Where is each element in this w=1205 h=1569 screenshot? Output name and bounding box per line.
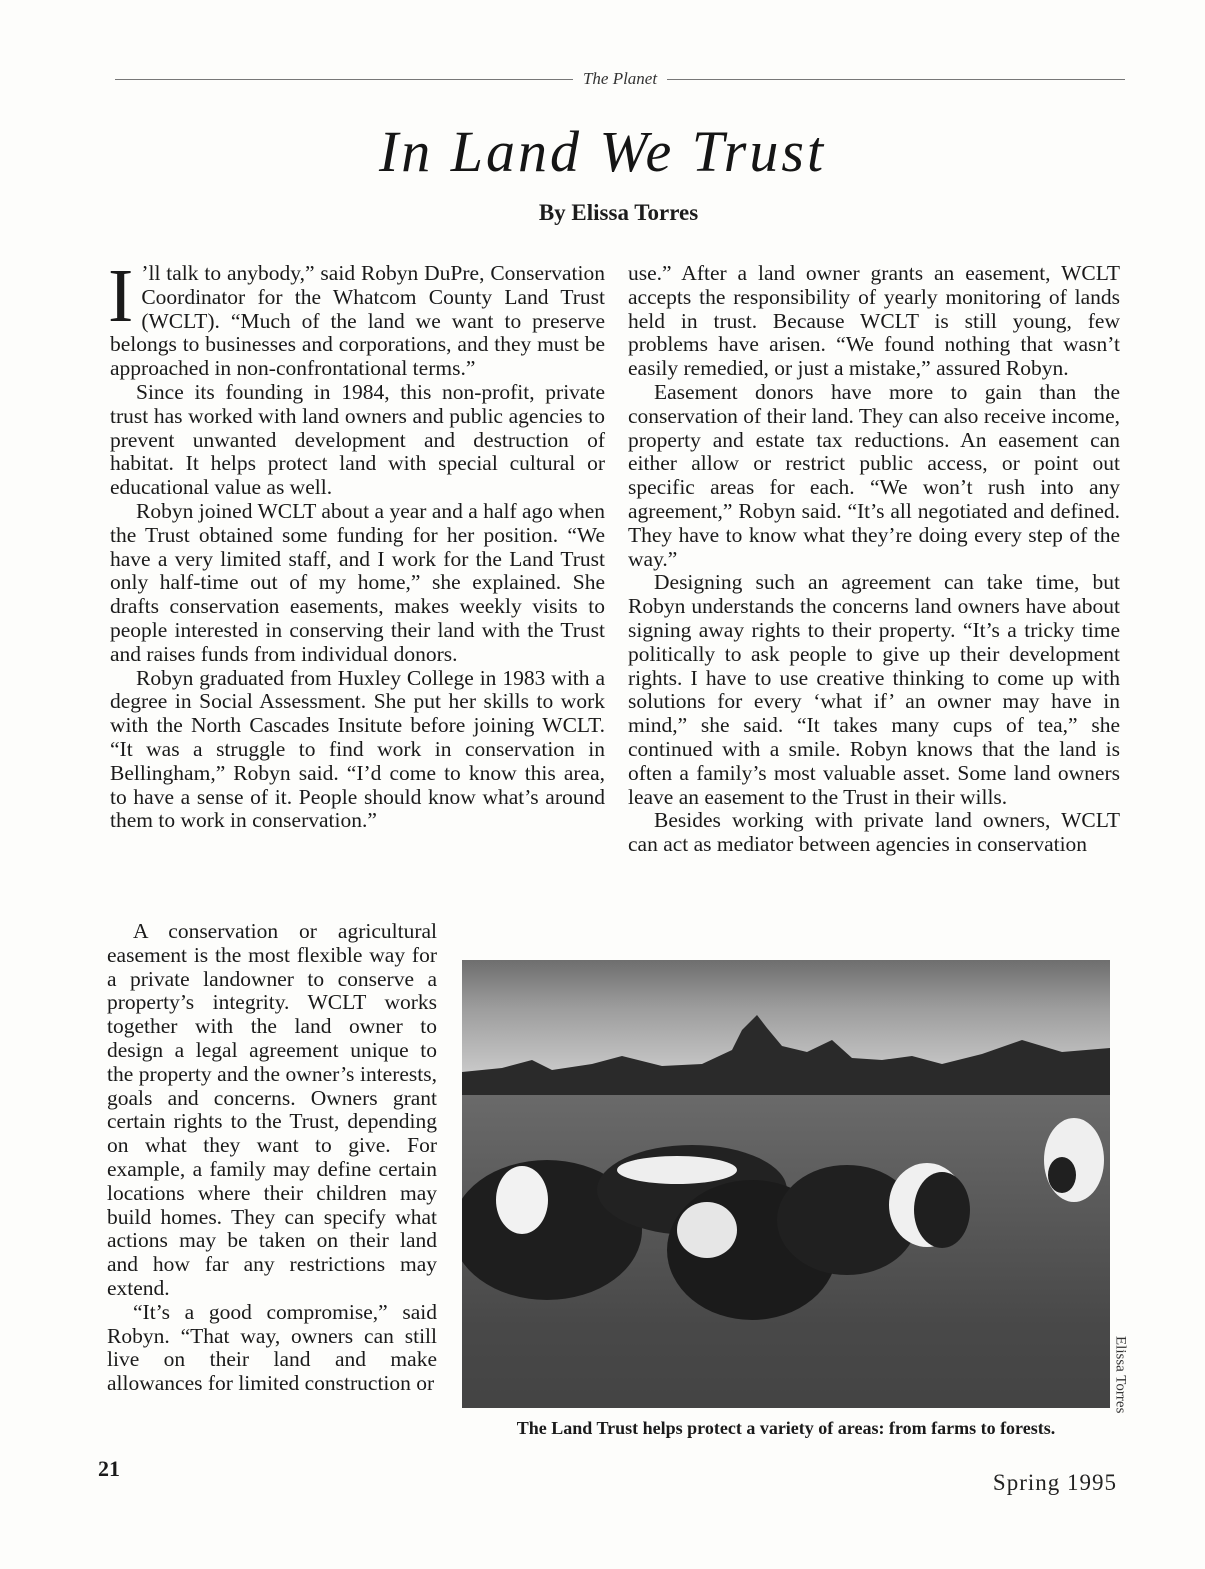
paragraph: [108, 254, 605, 381]
article-title: In Land We Trust: [378, 119, 827, 184]
paragraph-text: ’ll talk to anybody,” said Robyn DuPre, Conservation Coordinator for the Whatcom County Land Trust (WCLT). “Much of the land we want to preserve belongs to businesses and corporations, and they must be approached in non-confrontational terms.”: [110, 261, 605, 381]
header-rule-left: [115, 79, 573, 80]
paragraph: A conservation or agricultural easement is the most flexible way for a private landowner to conserve a property’s integrity. WCLT works together with the land owner to design a legal agreement unique to the property and the owner’s interests, goals and concerns. Owners grant certain rights to the Trust, depending on what they want to give. For example, a family may define certain locations where their children may build homes. They can specify what actions may be taken on their land and how far any restrictions may extend.: [107, 919, 437, 1300]
drop-cap: I: [108, 254, 134, 338]
paragraph: “It’s a good compromise,” said Robyn. “That way, owners can still live on their land and make allowances for limited construction or: [107, 1299, 437, 1396]
paragraph: Designing such an agreement can take time, but Robyn understands the concerns land owners have about signing away rights to their property. “It’s a tricky time politically to ask people to give up their development rights. I have to use creative thinking to come up with solutions for every ‘what if’ an owner may have in mind,” she said. “It takes many cups of tea,” she continued with a smile. Robyn knows that the land is often a family’s most valuable asset. Some land owners leave an easement to the Trust in their wills.: [628, 570, 1120, 809]
page-number: 21: [98, 1456, 120, 1481]
paragraph: Besides working with private land owners, WCLT can act as mediator between agencies in conservation: [628, 808, 1120, 857]
left-narrow-column: [107, 920, 437, 1396]
right-column: [628, 262, 1120, 857]
paragraph: Since its founding in 1984, this non-profit, private trust has worked with land owners and public agencies to prevent unwanted development and destruction of habitat. It helps protect land with special cultural or educational value as well.: [110, 379, 605, 500]
paragraph: use.” After a land owner grants an easement, WCLT accepts the responsibility of yearly monitoring of lands held in trust. Because WCLT is still young, few problems have arisen. “We found nothing that wasn’t easily remedied, or just a mistake,” assured Robyn.: [628, 261, 1120, 381]
cows-photo: [462, 960, 1110, 1408]
running-header: [115, 68, 1125, 90]
byline: By Elissa Torres: [538, 200, 699, 225]
photo-caption: The Land Trust helps protect a variety of areas: from farms to forests.: [516, 1418, 1056, 1438]
header-rule-right: [667, 79, 1125, 80]
paragraph: Robyn graduated from Huxley College in 1983 with a degree in Social Assessment. She put her skills to work with the North Cascades Insitute before joining WCLT. “It was a struggle to find work in conservation in Bellingham,” Robyn said. “I’d come to know this area, to have a sense of it. People should know what’s around them to work in conservation.”: [110, 665, 605, 833]
photo-credit: Elissa Torres: [1112, 1336, 1129, 1414]
cow-far-right: [1044, 1118, 1104, 1202]
left-column: [108, 254, 605, 833]
issue-date: Spring 1995: [992, 1470, 1117, 1495]
publication-name: The Planet: [582, 69, 658, 88]
paragraph: Robyn joined WCLT about a year and a half ago when the Trust obtained some funding for her position. “We have a very limited staff, and I work for the Land Trust only half-time out of my home,” she explained. She drafts conservation easements, makes weekly visits to people interested in conserving their land with the Trust and raises funds from individual donors.: [110, 498, 605, 666]
paragraph: Easement donors have more to gain than the conservation of their land. They can also receive income, property and estate tax reductions. An easement can either allow or restrict public access, or point out specific areas for each. “We won’t rush into any agreement,” Robyn said. “It’s all negotiated and defined. They have to know what they’re doing every step of the way.”: [628, 379, 1120, 571]
photo-image: [462, 960, 1110, 1408]
